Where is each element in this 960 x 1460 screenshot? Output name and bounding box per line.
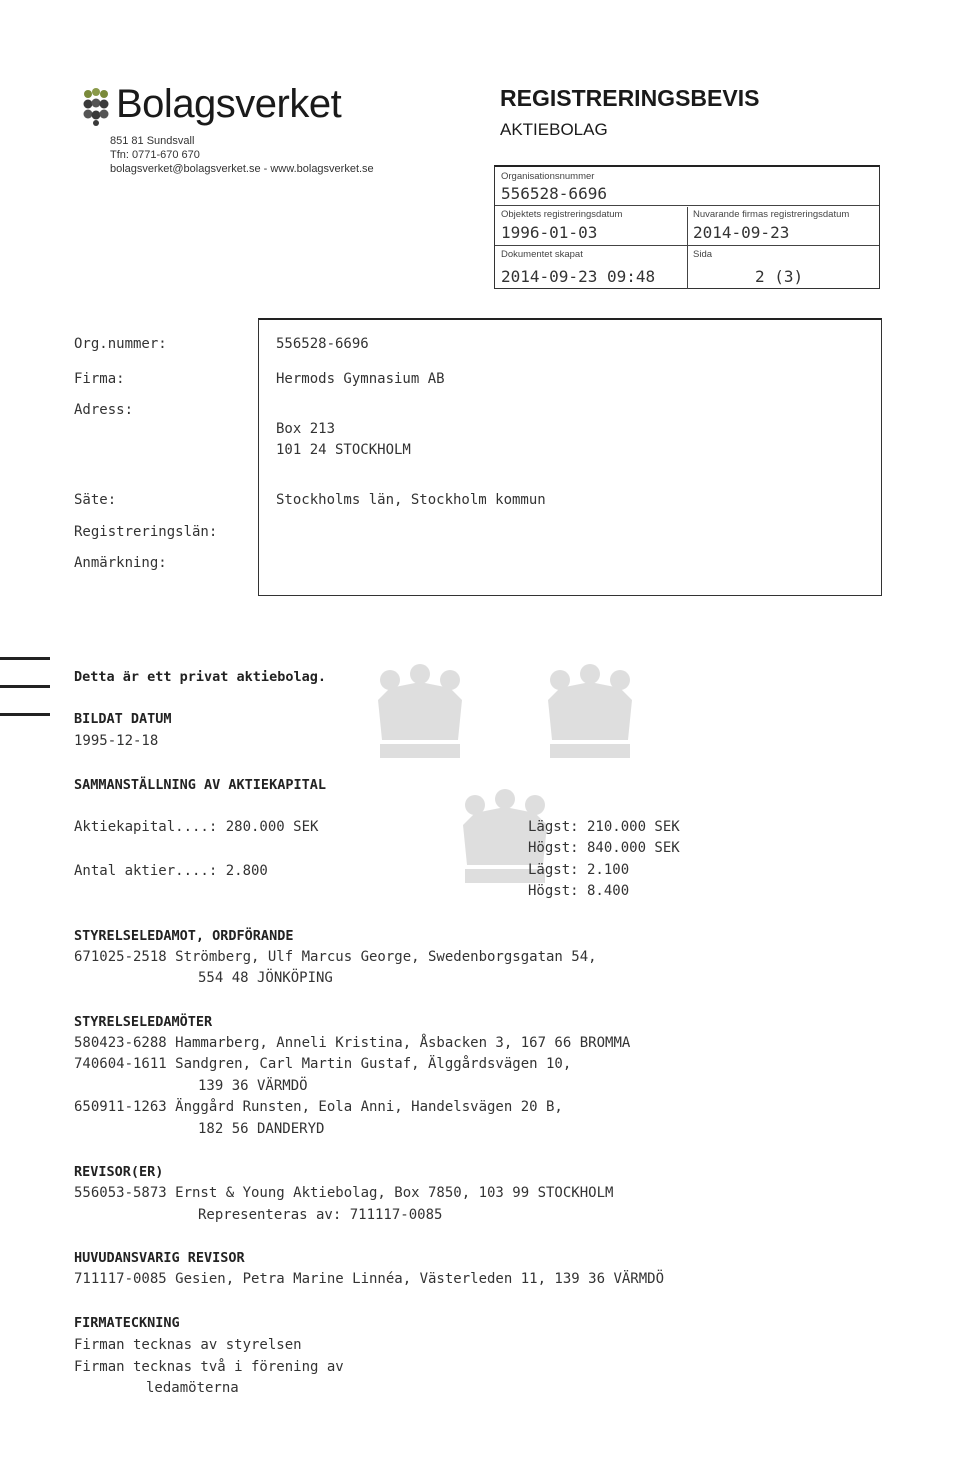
reg-county-label: Registreringslän: <box>74 524 218 540</box>
margin-mark <box>0 657 50 660</box>
signing-heading: FIRMATECKNING <box>74 1315 180 1331</box>
board-member-2-address: 139 36 VÄRMDÖ <box>198 1078 308 1094</box>
company-type-text: Detta är ett privat aktiebolag. <box>74 669 326 685</box>
address-label: Adress: <box>74 402 134 418</box>
board-member-1: 580423-6288 Hammarberg, Anneli Kristina, Åsbacken 3, 167 66 BROMMA <box>74 1035 631 1051</box>
current-name-date-label: Nuvarande firmas registreringsdatum <box>693 209 850 220</box>
address-line-2: 101 24 STOCKHOLM <box>276 442 411 458</box>
signing-line-2: Firman tecknas två i förening av <box>74 1359 344 1375</box>
issuer-address-line: 851 81 Sundsvall <box>110 135 195 147</box>
address-line-1: Box 213 <box>276 421 336 437</box>
board-member-3: 650911-1263 Änggård Runsten, Eola Anni, Handelsvägen 20 B, <box>74 1099 563 1115</box>
document-title: REGISTRERINGSBEVIS <box>500 85 760 111</box>
shares-min: Lägst: 2.100 <box>528 862 630 878</box>
principal-auditor-heading: HUVUDANSVARIG REVISOR <box>74 1250 245 1266</box>
formed-date-heading: BILDAT DATUM <box>74 711 172 727</box>
signing-line-3: ledamöterna <box>146 1380 239 1396</box>
auditor-line-2: Representeras av: 711117-0085 <box>198 1207 443 1223</box>
share-count-line: Antal aktier....: 2.800 <box>74 863 268 879</box>
object-date-value: 1996-01-03 <box>501 223 598 242</box>
share-capital-heading: SAMMANSTÄLLNING AV AKTIEKAPITAL <box>74 777 326 793</box>
margin-mark <box>0 685 50 688</box>
divider <box>495 205 879 206</box>
signing-line-1: Firman tecknas av styrelsen <box>74 1337 302 1353</box>
board-member-3-address: 182 56 DANDERYD <box>198 1121 325 1137</box>
shares-max: Högst: 8.400 <box>528 883 630 899</box>
capital-min: Lägst: 210.000 SEK <box>528 819 680 835</box>
capital-max: Högst: 840.000 SEK <box>528 840 680 856</box>
logo-text: Bolagsverket <box>116 82 342 126</box>
org-nr-value: 556528-6696 <box>276 336 369 352</box>
formed-date-value: 1995-12-18 <box>74 733 159 749</box>
auditor-heading: REVISOR(ER) <box>74 1164 164 1180</box>
chair-heading: STYRELSELEDAMOT, ORDFÖRANDE <box>74 928 294 944</box>
page-label: Sida <box>693 249 713 260</box>
org-number-value: 556528-6696 <box>501 184 607 203</box>
created-value: 2014-09-23 09:48 <box>501 267 656 286</box>
divider <box>687 207 688 289</box>
auditor-line-1: 556053-5873 Ernst & Young Aktiebolag, Box 7850, 103 99 STOCKHOLM <box>74 1185 614 1201</box>
issuer-phone-line: Tfn: 0771-670 670 <box>110 149 200 161</box>
issuer-address <box>110 134 374 176</box>
margin-mark <box>0 713 50 716</box>
chair-line-2: 554 48 JÖNKÖPING <box>198 970 333 986</box>
created-label: Dokumentet skapat <box>501 249 583 260</box>
bolagsverket-emblem-icon <box>80 86 112 126</box>
issuer-contact-line: bolagsverket@bolagsverket.se - www.bolagsverket.se <box>110 163 374 175</box>
note-label: Anmärkning: <box>74 555 167 571</box>
document-subtitle: AKTIEBOLAG <box>500 120 608 139</box>
share-capital-line: Aktiekapital....: 280.000 SEK <box>74 819 319 835</box>
company-name-value: Hermods Gymnasium AB <box>276 371 445 387</box>
page-value: 2 (3) <box>755 267 804 286</box>
current-name-date-value: 2014-09-23 <box>693 223 790 242</box>
company-name-label: Firma: <box>74 371 125 387</box>
org-number-label: Organisationsnummer <box>501 171 595 182</box>
seat-label: Säte: <box>74 492 117 508</box>
principal-auditor-line: 711117-0085 Gesien, Petra Marine Linnéa, Västerleden 11, 139 36 VÄRMDÖ <box>74 1271 665 1287</box>
registration-info-box <box>494 165 880 289</box>
seat-value: Stockholms län, Stockholm kommun <box>276 492 546 508</box>
org-nr-label: Org.nummer: <box>74 336 167 352</box>
object-date-label: Objektets registreringsdatum <box>501 209 623 220</box>
board-member-2: 740604-1611 Sandgren, Carl Martin Gustaf, Älggårdsvägen 10, <box>74 1056 572 1072</box>
board-members-heading: STYRELSELEDAMÖTER <box>74 1014 213 1030</box>
chair-line-1: 671025-2518 Strömberg, Ulf Marcus George, Swedenborgsgatan 54, <box>74 949 597 965</box>
